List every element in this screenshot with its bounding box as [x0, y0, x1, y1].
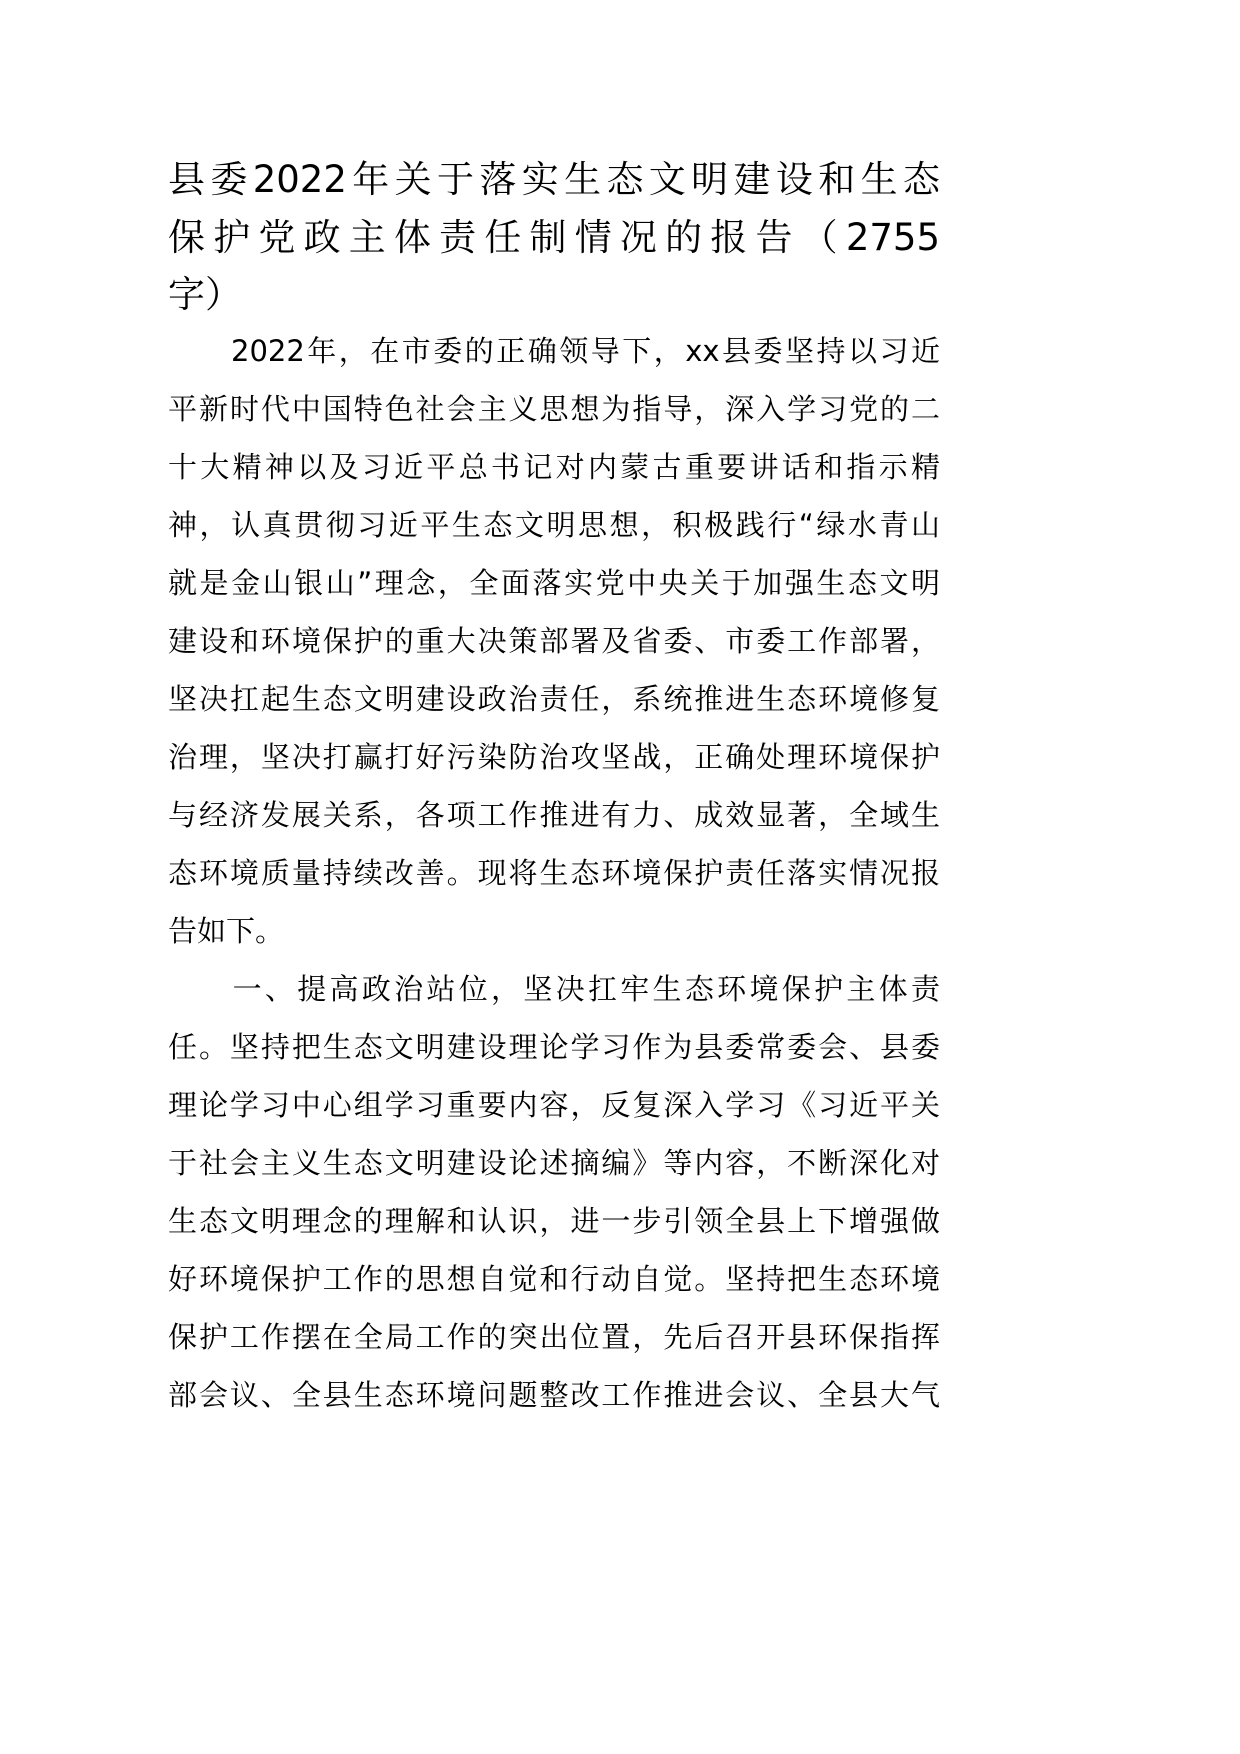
body-line: 于社会主义生态文明建设论述摘编》等内容，不断深化对 — [168, 1146, 940, 1180]
body-line: 十大精神以及习近平总书记对内蒙古重要讲话和指示精 — [168, 450, 940, 484]
body-line: 平新时代中国特色社会主义思想为指导，深入学习党的二 — [168, 392, 940, 426]
title-line: 保护党政主体责任制情况的报告（2755 — [168, 216, 940, 259]
body-line: 理论学习中心组学习重要内容，反复深入学习《习近平关 — [168, 1088, 940, 1122]
body-line: 坚决扛起生态文明建设政治责任，系统推进生态环境修复 — [168, 682, 940, 716]
body-line: 一、提高政治站位，坚决扛牢生态环境保护主体责 — [168, 972, 940, 1006]
body-line: 生态文明理念的理解和认识，进一步引领全县上下增强做 — [168, 1204, 940, 1238]
title-line: 字） — [168, 273, 242, 316]
body-line: 任。坚持把生态文明建设理论学习作为县委常委会、县委 — [168, 1030, 940, 1064]
title-line: 县委2022年关于落实生态文明建设和生态 — [168, 158, 940, 201]
body-line: 神，认真贯彻习近平生态文明思想，积极践行“绿水青山 — [168, 508, 940, 542]
body-line: 告如下。 — [168, 914, 285, 948]
body-line: 就是金山银山”理念，全面落实党中央关于加强生态文明 — [168, 566, 940, 600]
body-line: 与经济发展关系，各项工作推进有力、成效显著，全域生 — [168, 798, 940, 832]
body-line: 态环境质量持续改善。现将生态环境保护责任落实情况报 — [168, 856, 940, 890]
body-line: 部会议、全县生态环境问题整改工作推进会议、全县大气 — [168, 1378, 940, 1412]
body-line: 2022年，在市委的正确领导下，xx县委坚持以习近 — [168, 334, 940, 368]
body-line: 建设和环境保护的重大决策部署及省委、市委工作部署， — [168, 624, 940, 658]
body-line: 好环境保护工作的思想自觉和行动自觉。坚持把生态环境 — [168, 1262, 940, 1296]
body-line: 保护工作摆在全局工作的突出位置，先后召开县环保指挥 — [168, 1320, 940, 1354]
body-line: 治理，坚决打赢打好污染防治攻坚战，正确处理环境保护 — [168, 740, 940, 774]
